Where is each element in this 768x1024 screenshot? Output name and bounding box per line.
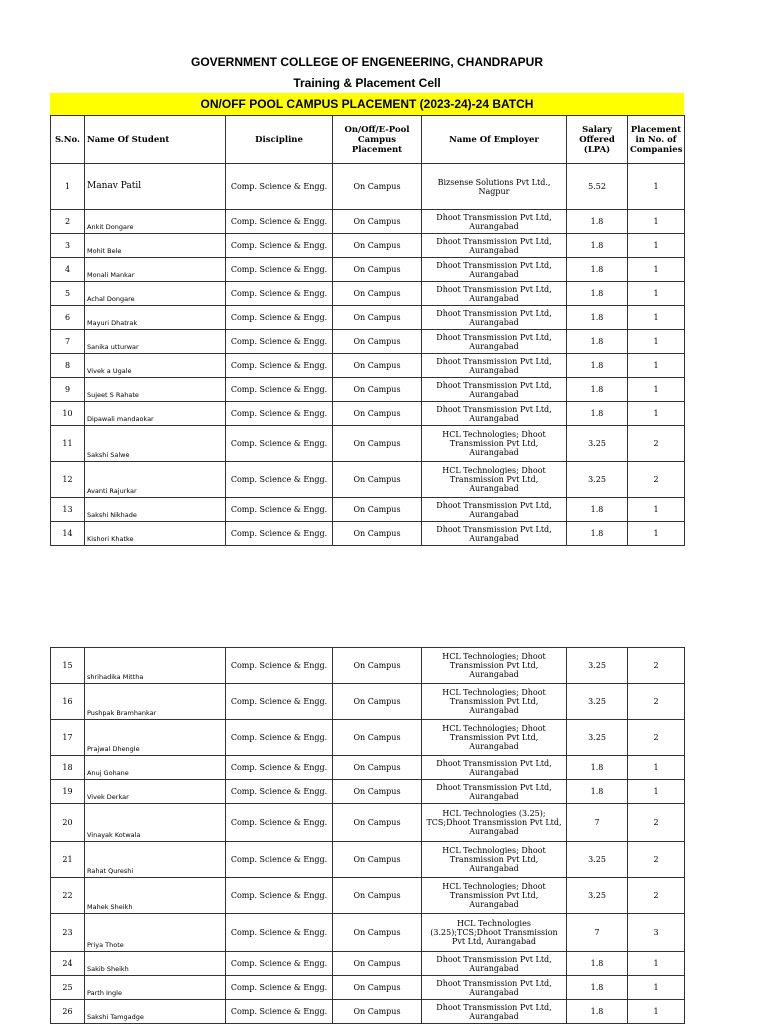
cell-placement: On Campus <box>333 1000 422 1024</box>
cell-name: Sakshi Tamgadge <box>85 1000 226 1024</box>
cell-discipline: Comp. Science & Engg. <box>226 306 333 330</box>
cell-employer: HCL Technologies (3.25);TCS;Dhoot Transmission Pvt Ltd, Aurangabad <box>422 914 567 952</box>
cell-sno: 7 <box>51 330 85 354</box>
cell-salary: 1.8 <box>567 330 628 354</box>
cell-employer: HCL Technologies; Dhoot Transmission Pvt Ltd, Aurangabad <box>422 720 567 756</box>
cell-discipline: Comp. Science & Engg. <box>226 878 333 914</box>
cell-sno: 20 <box>51 804 85 842</box>
cell-placement: On Campus <box>333 210 422 234</box>
cell-discipline: Comp. Science & Engg. <box>226 804 333 842</box>
cell-companies: 1 <box>628 522 685 546</box>
college-title: GOVERNMENT COLLEGE OF ENGENEERING, CHANDRAPUR <box>190 55 544 69</box>
cell-employer: HCL Technologies; Dhoot Transmission Pvt Ltd, Aurangabad <box>422 648 567 684</box>
cell-companies: 2 <box>628 648 685 684</box>
table-row <box>51 210 685 234</box>
cell-sno: 1 <box>51 164 85 210</box>
table-row <box>51 282 685 306</box>
cell-companies: 1 <box>628 210 685 234</box>
cell-companies: 1 <box>628 780 685 804</box>
cell-sno: 3 <box>51 234 85 258</box>
cell-name: Anuj Gohane <box>85 756 226 780</box>
cell-placement: On Campus <box>333 648 422 684</box>
cell-placement: On Campus <box>333 164 422 210</box>
cell-employer: Dhoot Transmission Pvt Ltd, Aurangabad <box>422 378 567 402</box>
cell-companies: 2 <box>628 684 685 720</box>
cell-salary: 3.25 <box>567 878 628 914</box>
cell-name: Prajwal Dhengle <box>85 720 226 756</box>
cell-employer: Dhoot Transmission Pvt Ltd, Aurangabad <box>422 952 567 976</box>
cell-sno: 8 <box>51 354 85 378</box>
cell-companies: 2 <box>628 842 685 878</box>
table-row <box>51 354 685 378</box>
table-row <box>51 684 685 720</box>
cell-placement: On Campus <box>333 258 422 282</box>
cell-employer: Bizsense Solutions Pvt Ltd., Nagpur <box>422 164 567 210</box>
cell-name: Achal Dongare <box>85 282 226 306</box>
cell-companies: 1 <box>628 330 685 354</box>
cell-discipline: Comp. Science & Engg. <box>226 780 333 804</box>
table-row <box>51 258 685 282</box>
cell-sno: 9 <box>51 378 85 402</box>
cell-discipline: Comp. Science & Engg. <box>226 842 333 878</box>
cell-discipline: Comp. Science & Engg. <box>226 522 333 546</box>
cell-placement: On Campus <box>333 952 422 976</box>
cell-companies: 1 <box>628 952 685 976</box>
cell-placement: On Campus <box>333 878 422 914</box>
table-row <box>51 842 685 878</box>
cell-sno: 17 <box>51 720 85 756</box>
cell-placement: On Campus <box>333 756 422 780</box>
cell-employer: Dhoot Transmission Pvt Ltd, Aurangabad <box>422 1000 567 1024</box>
cell-discipline: Comp. Science & Engg. <box>226 164 333 210</box>
cell-discipline: Comp. Science & Engg. <box>226 258 333 282</box>
cell-companies: 1 <box>628 354 685 378</box>
cell-placement: On Campus <box>333 234 422 258</box>
cell-discipline: Comp. Science & Engg. <box>226 378 333 402</box>
col-sno: S.No. <box>51 116 85 164</box>
cell-salary: 1.8 <box>567 780 628 804</box>
cell-sno: 12 <box>51 462 85 498</box>
cell-discipline: Comp. Science & Engg. <box>226 426 333 462</box>
cell-discipline: Comp. Science & Engg. <box>226 498 333 522</box>
cell-name: Vivek a Ugale <box>85 354 226 378</box>
col-salary: Salary Offered (LPA) <box>567 116 628 164</box>
table-row <box>51 234 685 258</box>
cell-companies: 1 <box>628 756 685 780</box>
col-discipline: Discipline <box>226 116 333 164</box>
cell-employer: Dhoot Transmission Pvt Ltd, Aurangabad <box>422 258 567 282</box>
cell-discipline: Comp. Science & Engg. <box>226 234 333 258</box>
cell-salary: 1.8 <box>567 952 628 976</box>
cell-name: Parth Ingle <box>85 976 226 1000</box>
cell-placement: On Campus <box>333 498 422 522</box>
cell-salary: 7 <box>567 914 628 952</box>
cell-companies: 1 <box>628 282 685 306</box>
col-employer: Name Of Employer <box>422 116 567 164</box>
cell-discipline: Comp. Science & Engg. <box>226 1000 333 1024</box>
cell-sno: 6 <box>51 306 85 330</box>
cell-salary: 3.25 <box>567 426 628 462</box>
cell-placement: On Campus <box>333 426 422 462</box>
table-row <box>51 402 685 426</box>
cell-sno: 23 <box>51 914 85 952</box>
cell-placement: On Campus <box>333 804 422 842</box>
table-row <box>51 498 685 522</box>
cell-name: Dipawali mandaokar <box>85 402 226 426</box>
cell-companies: 2 <box>628 804 685 842</box>
col-name: Name Of Student <box>85 116 226 164</box>
cell-name: Sakib Sheikh <box>85 952 226 976</box>
table-row <box>51 522 685 546</box>
cell-sno: 10 <box>51 402 85 426</box>
cell-companies: 1 <box>628 378 685 402</box>
cell-employer: HCL Technologies; Dhoot Transmission Pvt Ltd, Aurangabad <box>422 842 567 878</box>
cell-employer: Dhoot Transmission Pvt Ltd, Aurangabad <box>422 330 567 354</box>
cell-sno: 4 <box>51 258 85 282</box>
cell-name: Mayuri Dhatrak <box>85 306 226 330</box>
cell-name: Mohit Bele <box>85 234 226 258</box>
cell-employer: HCL Technologies (3.25); TCS;Dhoot Transmission Pvt Ltd, Aurangabad <box>422 804 567 842</box>
table-row <box>51 780 685 804</box>
cell-name: Kishori Khatke <box>85 522 226 546</box>
cell-name: Sujeet S Rahate <box>85 378 226 402</box>
cell-placement: On Campus <box>333 842 422 878</box>
cell-sno: 26 <box>51 1000 85 1024</box>
col-companies: Placement in No. of Companies <box>628 116 685 164</box>
cell-employer: Dhoot Transmission Pvt Ltd, Aurangabad <box>422 498 567 522</box>
table-row <box>51 164 685 210</box>
cell-salary: 1.8 <box>567 976 628 1000</box>
cell-salary: 1.8 <box>567 354 628 378</box>
cell-employer: Dhoot Transmission Pvt Ltd, Aurangabad <box>422 306 567 330</box>
cell-discipline: Comp. Science & Engg. <box>226 462 333 498</box>
cell-salary: 1.8 <box>567 234 628 258</box>
table-header-row <box>51 116 685 164</box>
cell-placement: On Campus <box>333 330 422 354</box>
cell-placement: On Campus <box>333 976 422 1000</box>
cell-name: Vinayak Kotwala <box>85 804 226 842</box>
cell-salary: 1.8 <box>567 282 628 306</box>
cell-employer: Dhoot Transmission Pvt Ltd, Aurangabad <box>422 234 567 258</box>
cell-sno: 16 <box>51 684 85 720</box>
cell-salary: 3.25 <box>567 842 628 878</box>
cell-name: shrihadika Mittha <box>85 648 226 684</box>
cell-sno: 2 <box>51 210 85 234</box>
cell-companies: 1 <box>628 258 685 282</box>
cell-discipline: Comp. Science & Engg. <box>226 952 333 976</box>
cell-placement: On Campus <box>333 378 422 402</box>
cell-salary: 1.8 <box>567 498 628 522</box>
cell-salary: 3.25 <box>567 462 628 498</box>
cell-employer: HCL Technologies; Dhoot Transmission Pvt Ltd, Aurangabad <box>422 684 567 720</box>
cell-companies: 1 <box>628 402 685 426</box>
cell-companies: 1 <box>628 498 685 522</box>
table-row <box>51 648 685 684</box>
table-row <box>51 378 685 402</box>
table-row <box>51 952 685 976</box>
cell-discipline: Comp. Science & Engg. <box>226 756 333 780</box>
cell-salary: 1.8 <box>567 306 628 330</box>
cell-salary: 3.25 <box>567 648 628 684</box>
cell-sno: 24 <box>51 952 85 976</box>
cell-discipline: Comp. Science & Engg. <box>226 282 333 306</box>
cell-sno: 18 <box>51 756 85 780</box>
table-row <box>51 976 685 1000</box>
cell-name: Avanti Rajurkar <box>85 462 226 498</box>
table-row <box>51 756 685 780</box>
cell-discipline: Comp. Science & Engg. <box>226 976 333 1000</box>
cell-name: Sanika utturwar <box>85 330 226 354</box>
table-row <box>51 878 685 914</box>
cell-name: Monali Mankar <box>85 258 226 282</box>
cell-salary: 1.8 <box>567 402 628 426</box>
cell-salary: 7 <box>567 804 628 842</box>
cell-employer: Dhoot Transmission Pvt Ltd, Aurangabad <box>422 210 567 234</box>
cell-salary: 3.25 <box>567 720 628 756</box>
table-row <box>51 426 685 462</box>
cell-discipline: Comp. Science & Engg. <box>226 720 333 756</box>
cell-companies: 2 <box>628 878 685 914</box>
cell-employer: Dhoot Transmission Pvt Ltd, Aurangabad <box>422 354 567 378</box>
cell-salary: 1.8 <box>567 210 628 234</box>
cell-name: Vivek Derkar <box>85 780 226 804</box>
cell-sno: 22 <box>51 878 85 914</box>
cell-companies: 2 <box>628 462 685 498</box>
cell-sno: 13 <box>51 498 85 522</box>
cell-title: Training & Placement Cell <box>293 76 441 90</box>
cell-companies: 2 <box>628 720 685 756</box>
table-row <box>51 306 685 330</box>
placement-table-page1 <box>50 115 685 546</box>
cell-companies: 3 <box>628 914 685 952</box>
cell-name: Sakshi Nikhade <box>85 498 226 522</box>
cell-salary: 1.8 <box>567 258 628 282</box>
cell-name: Rahat Qureshi <box>85 842 226 878</box>
table-row <box>51 1000 685 1024</box>
cell-companies: 2 <box>628 426 685 462</box>
table-row <box>51 462 685 498</box>
cell-placement: On Campus <box>333 306 422 330</box>
cell-companies: 1 <box>628 976 685 1000</box>
placement-banner: ON/OFF POOL CAMPUS PLACEMENT (2023-24)-24 BATCH <box>50 93 684 115</box>
cell-salary: 1.8 <box>567 756 628 780</box>
col-placement: On/Off/E-Pool Campus Placement <box>333 116 422 164</box>
cell-placement: On Campus <box>333 522 422 546</box>
cell-name: Manav Patil <box>85 164 226 210</box>
cell-name: Mahek Sheikh <box>85 878 226 914</box>
table-row <box>51 330 685 354</box>
cell-placement: On Campus <box>333 914 422 952</box>
table-row <box>51 804 685 842</box>
cell-employer: Dhoot Transmission Pvt Ltd, Aurangabad <box>422 780 567 804</box>
cell-discipline: Comp. Science & Engg. <box>226 354 333 378</box>
cell-name: Sakshi Salwe <box>85 426 226 462</box>
cell-companies: 1 <box>628 306 685 330</box>
cell-sno: 21 <box>51 842 85 878</box>
cell-sno: 25 <box>51 976 85 1000</box>
cell-placement: On Campus <box>333 402 422 426</box>
cell-salary: 1.8 <box>567 378 628 402</box>
cell-discipline: Comp. Science & Engg. <box>226 402 333 426</box>
cell-sno: 14 <box>51 522 85 546</box>
cell-employer: HCL Technologies; Dhoot Transmission Pvt Ltd, Aurangabad <box>422 462 567 498</box>
cell-sno: 15 <box>51 648 85 684</box>
cell-discipline: Comp. Science & Engg. <box>226 330 333 354</box>
cell-placement: On Campus <box>333 282 422 306</box>
cell-placement: On Campus <box>333 684 422 720</box>
cell-discipline: Comp. Science & Engg. <box>226 914 333 952</box>
cell-discipline: Comp. Science & Engg. <box>226 210 333 234</box>
cell-salary: 3.25 <box>567 684 628 720</box>
cell-employer: Dhoot Transmission Pvt Ltd, Aurangabad <box>422 402 567 426</box>
cell-placement: On Campus <box>333 780 422 804</box>
cell-employer: HCL Technologies; Dhoot Transmission Pvt Ltd, Aurangabad <box>422 878 567 914</box>
cell-employer: Dhoot Transmission Pvt Ltd, Aurangabad <box>422 522 567 546</box>
cell-salary: 1.8 <box>567 1000 628 1024</box>
cell-placement: On Campus <box>333 462 422 498</box>
table-row <box>51 720 685 756</box>
cell-name: Pushpak Bramhankar <box>85 684 226 720</box>
cell-employer: HCL Technologies; Dhoot Transmission Pvt Ltd, Aurangabad <box>422 426 567 462</box>
cell-salary: 5.52 <box>567 164 628 210</box>
cell-discipline: Comp. Science & Engg. <box>226 648 333 684</box>
cell-salary: 1.8 <box>567 522 628 546</box>
table-row <box>51 914 685 952</box>
cell-placement: On Campus <box>333 720 422 756</box>
cell-companies: 1 <box>628 164 685 210</box>
cell-placement: On Campus <box>333 354 422 378</box>
cell-employer: Dhoot Transmission Pvt Ltd, Aurangabad <box>422 282 567 306</box>
cell-sno: 19 <box>51 780 85 804</box>
placement-table-page2 <box>50 647 685 1024</box>
cell-sno: 11 <box>51 426 85 462</box>
cell-name: Ankit Dongare <box>85 210 226 234</box>
cell-discipline: Comp. Science & Engg. <box>226 684 333 720</box>
cell-employer: Dhoot Transmission Pvt Ltd, Aurangabad <box>422 976 567 1000</box>
cell-sno: 5 <box>51 282 85 306</box>
cell-companies: 1 <box>628 234 685 258</box>
cell-name: Priya Thote <box>85 914 226 952</box>
cell-companies: 1 <box>628 1000 685 1024</box>
cell-employer: Dhoot Transmission Pvt Ltd, Aurangabad <box>422 756 567 780</box>
